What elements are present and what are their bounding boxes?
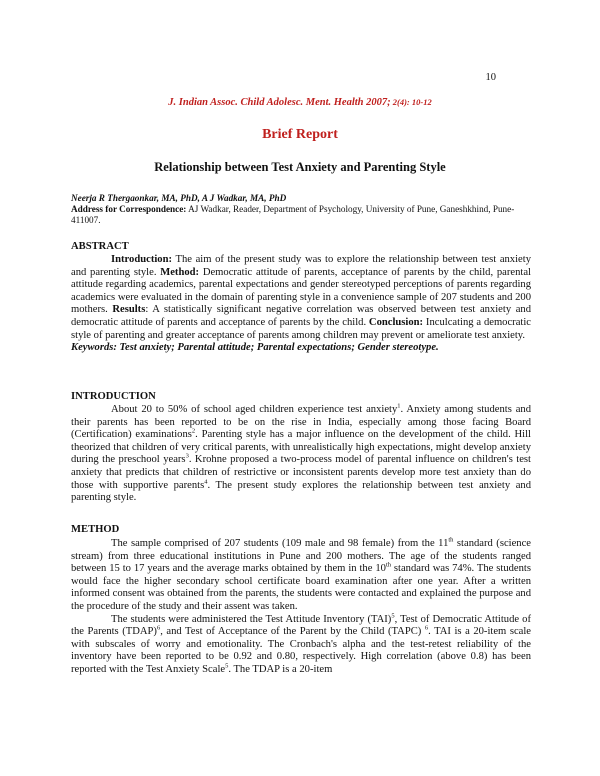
intro-text-1: About 20 to 50% of school aged children experience test anxiety [111, 404, 398, 415]
section-type: Brief Report [262, 127, 338, 142]
abstract-method-label: Method: [160, 266, 200, 278]
intro-text-4: . Krohne proposed a two-process model of parental influence on children's test anxiety that predicts that children of restrictive or inconsistent parents develop more test anxiety than do those with supportive parents [71, 454, 532, 491]
method-text: The sample comprised of 207 students (109 male and 98 female) from the 11 [111, 538, 449, 549]
introduction-body [71, 404, 531, 505]
intro-text-5: . The present study explores the relationship between test anxiety and parenting style. [71, 479, 531, 504]
journal-name: J. Indian Assoc. Child Adolesc. Ment. Health 2007; [168, 97, 391, 108]
citation-ref: 5 [391, 612, 395, 620]
citation-ref: 4 [204, 478, 208, 486]
citation-ref: 6 [156, 624, 161, 632]
correspondence-address [71, 204, 531, 226]
keywords: Keywords: Test anxiety; Parental attitude; Parental expectations; Gender stereotype. [71, 342, 439, 354]
abstract-body [71, 254, 531, 355]
introduction-heading: INTRODUCTION [71, 391, 156, 402]
citation-ref: 2 [191, 427, 196, 435]
method-text: , Test of Democratic Attitude of the Parents (TDAP) [71, 613, 531, 638]
method-text: , and Test of Acceptance of the Parent by the Child (TAPC) [160, 626, 425, 638]
citation-ref: 6 [424, 624, 429, 632]
correspondence-text: AJ Wadkar, Reader, Department of Psychology, University of Pune, Ganeshkhind, Pune-411007. [71, 204, 515, 226]
method-text: . TAI is a 20-item scale with subscales of worry and emotionality. The Cronbach's alpha and the test-retest reliability of the inventory have been reported to be 0.92 and 0.80, respectively. High correlation (above 0.8) has been reported with the Test Anxiety Scale [71, 626, 532, 675]
abstract-results-label: Results [112, 304, 146, 316]
author-block [71, 193, 531, 227]
citation-ref: 1 [397, 402, 401, 410]
method-paragraph-2 [71, 614, 531, 677]
abstract-heading: ABSTRACT [71, 241, 129, 252]
ordinal-suffix: th [448, 536, 454, 544]
method-body [71, 538, 531, 677]
paper-title: Relationship between Test Anxiety and Parenting Style [154, 160, 446, 174]
citation-ref: 3 [185, 452, 189, 460]
method-text: standard (science stream) from three educational institutions in Pune and 200 mothers. The age of the students ranged between 15 to 17 years and the average marks obtained by them in the 10 [71, 538, 532, 575]
intro-text-2: . Anxiety among students and their parents has been reported to be on the rise in India, especially among those facing Board (Certification) examinations [71, 404, 531, 441]
method-heading: METHOD [71, 524, 120, 535]
abstract-method-text: Democratic attitude of parents, acceptance of parents by the child, parental attitude regarding academics, parental expectations and gender stereotyped perceptions of parents regarding academics were evaluated in the domain of parenting style in a convenience sample of 207 students and 200 mothers. [71, 266, 531, 316]
introduction-paragraph [71, 404, 531, 505]
method-text: standard was 74%. The students would face the higher secondary school certificate board examination after one year. After a written informed consent was obtained from the parents, the students were contacted and explained the purpose and the procedure of the study and their assent was taken. [71, 563, 531, 612]
citation-ref: 5 [225, 662, 229, 670]
abstract-paragraph [71, 254, 531, 342]
method-paragraph-1 [71, 538, 531, 614]
intro-text-3: . Parenting style has a major influence on the development of the child. Hill theorized that children of very critical parents, with unrealistically high expectations, might develop anxiety during the preschool years [71, 429, 531, 466]
abstract-intro-label: Introduction: [111, 254, 173, 265]
method-text: The students were administered the Test Attitude Inventory (TAI) [111, 613, 392, 625]
author-list: Neerja R Thergaonkar, MA, PhD, A J Wadkar, MA, PhD [71, 193, 287, 203]
abstract-intro-text: The aim of the present study was to explore the relationship between test anxiety and parenting style. [71, 254, 531, 278]
journal-citation [0, 97, 600, 108]
page-number: 10 [485, 72, 496, 83]
ordinal-suffix: th [385, 561, 391, 569]
abstract-conclusion-text: Inculcating a democratic style of parenting and greater acceptance of parents among children may prevent or ameliorate test anxiety. [71, 316, 531, 341]
correspondence-label: Address for Correspondence: [71, 204, 187, 215]
abstract-results-text: : A statistically significant negative correlation was observed between test anxiety and democratic attitude of parents and acceptance of parents by the child. [71, 304, 531, 328]
abstract-conclusion-label: Conclusion: [368, 316, 424, 328]
journal-volume: 2(4): 10-12 [390, 97, 432, 107]
method-text: . The TDAP is a 20-item [228, 663, 333, 675]
